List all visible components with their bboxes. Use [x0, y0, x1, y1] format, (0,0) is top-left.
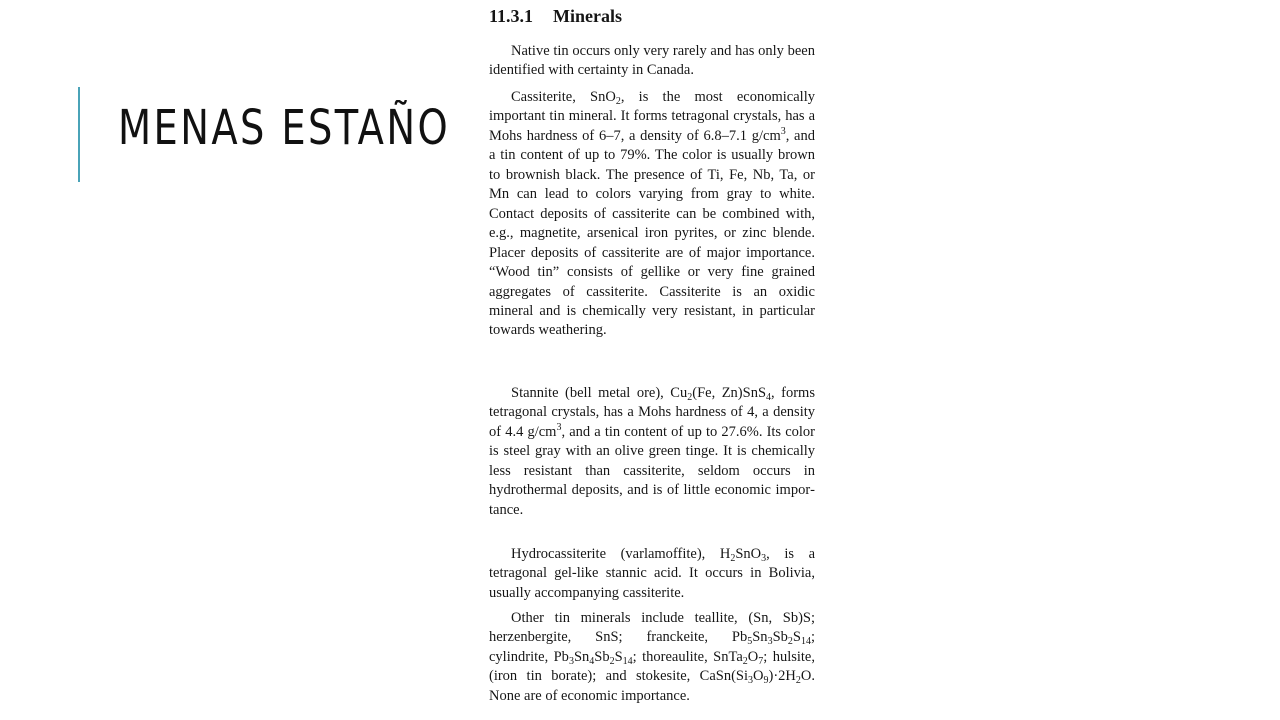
- text-run: S: [792, 629, 801, 646]
- text-run: Sb: [594, 648, 610, 665]
- section-number: 11.3.1: [489, 6, 534, 26]
- text-run: O: [747, 648, 759, 665]
- text-run: 2: [730, 553, 736, 564]
- text-run: Sb: [772, 629, 788, 646]
- text-run: SnO: [735, 546, 762, 562]
- text-run: 2: [609, 655, 615, 667]
- text-run: 4: [589, 655, 595, 667]
- text-run: 2: [742, 655, 748, 667]
- text-run: 9: [763, 675, 769, 687]
- text-run: ; cylindrite, Pb: [489, 629, 815, 665]
- text-run: Other tin minerals include teallite, (Sn, Sb)S; herzenbergite, SnS; franckeite, Pb: [489, 610, 815, 646]
- text-run: O: [753, 668, 764, 685]
- text-run: 3: [780, 125, 786, 137]
- text-run: Cassiterite, SnO: [511, 89, 616, 105]
- text-run: ; thoreaulite, SnTa: [632, 648, 743, 665]
- paragraph-other-minerals: [489, 609, 815, 706]
- text-run: 2: [795, 675, 801, 687]
- paragraph-hydrocassiterite: [489, 545, 815, 603]
- text-run: 5: [747, 636, 753, 648]
- text-run: , is the most economically important tin mineral. It forms tetragonal crystals, has a Mohs hardness of 6–7, a density of 6.8–7.1 g/cm: [489, 89, 815, 144]
- text-run: 4: [766, 392, 772, 403]
- text-run: 2: [615, 96, 621, 107]
- text-run: Hydrocassiterite (varlamoffite), H: [511, 546, 731, 562]
- title-accent-bar: [78, 87, 80, 182]
- paragraph-cassiterite: [489, 88, 815, 341]
- slide-title: MENAS ESTAÑO: [118, 100, 451, 156]
- text-run: Sn: [573, 648, 590, 665]
- section-heading: [489, 6, 622, 27]
- section-title: Minerals: [553, 6, 623, 26]
- paragraph-native-tin: [489, 42, 815, 81]
- text-run: , is a tetragonal gel-like stannic acid. It occurs in Bolivia, usually accompanying cassiterite.: [489, 546, 816, 601]
- text-run: (Fe, Zn)SnS: [692, 385, 767, 401]
- text-run: 3: [556, 421, 562, 433]
- text-run: 3: [568, 655, 574, 667]
- text-run: 3: [767, 636, 773, 648]
- text-run: 3: [761, 553, 767, 564]
- scanned-document-image: [470, 0, 830, 720]
- text-run: Native tin occurs only very rarely and has only been identified with certainty in Canada.: [489, 43, 815, 79]
- text-run: 3: [748, 675, 754, 687]
- text-run: , and a tin content of up to 27.6%. Its color is steel gray with an olive green tinge. It is chemically less resistant than cassiterite, seldom occurs in hydrothermal deposits, and is of little economic importance.: [489, 423, 815, 518]
- text-run: Stannite (bell metal ore), Cu: [511, 385, 688, 401]
- text-run: , and a tin content of up to 79%. The color is usually brown to brownish black. The presence of Ti, Fe, Nb, Ta, or Mn can lead to colors varying from gray to white. Contact deposits of cassiterite can be combined with, e.g., magnetite, arsenical iron pyrites, or zinc blende. Placer deposits of cassiterite are of major importance. “Wood tin” consists of gellike or very fine grained aggregates of cassiterite. Cassiterite is an oxidic mineral and is chemically very resistant, in particular towards weathering.: [489, 127, 815, 339]
- paragraph-stannite: [489, 384, 815, 520]
- text-run: 2: [787, 636, 793, 648]
- text-run: Sn: [752, 629, 768, 646]
- text-run: ; hulsite, (iron tin borate); and stokesite, CaSn(Si: [489, 648, 815, 685]
- text-run: , forms tetragonal crystals, has a Mohs hardness of 4, a density of 4.4 g/cm: [489, 385, 815, 440]
- text-run: S: [614, 648, 623, 665]
- text-run: O. None are of economic importance.: [489, 668, 815, 704]
- text-run: 14: [800, 636, 811, 648]
- text-run: 7: [758, 655, 764, 667]
- text-run: )·2H: [768, 668, 796, 685]
- text-run: 14: [622, 655, 633, 667]
- text-run: 2: [687, 392, 693, 403]
